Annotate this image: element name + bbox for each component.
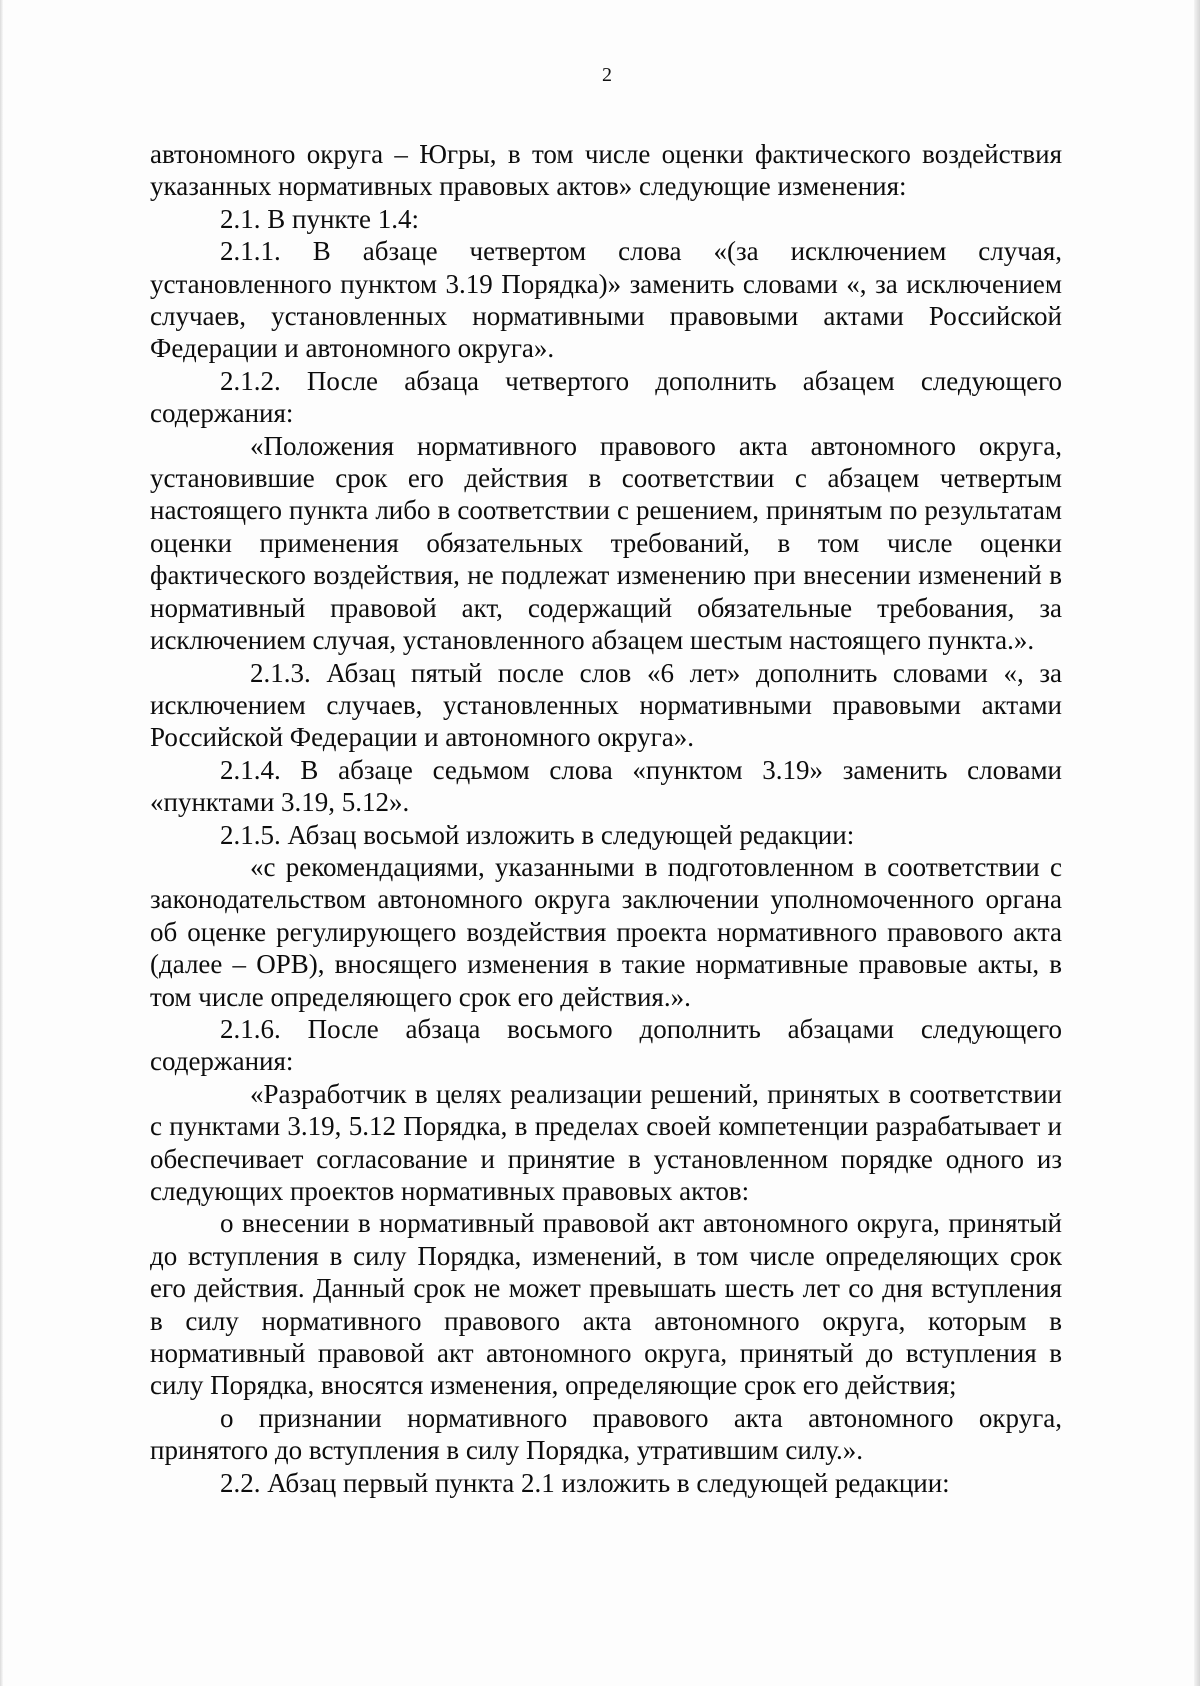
paragraph-quote-developer: «Разработчик в целях реализации решений, принятых в соответствии с пунктами 3.19, 5.12 Порядка, в пределах своей компетенции разрабатывает и обеспечивает согласование и принятие в установленном порядке одного из следующих проектов нормативных правовых актов: (150, 1078, 1062, 1206)
paragraph-amendment-option: о внесении в нормативный правовой акт автономного округа, принятый до вступления в силу Порядка, изменений, в том числе определяющих срок его действия. Данный срок не может превышать шесть лет со дня вступления в силу нормативного правового акта автономного округа, которым в нормативный правовой акт автономного округа, принятый до вступления в силу Порядка, вносятся изменения, определяющие срок его действия; (150, 1208, 1062, 1401)
paragraph-repeal-option: о признании нормативного правового акта автономного округа, принятого до вступления в силу Порядка, утратившим силу.». (150, 1402, 1062, 1466)
paragraph-2-1-6: 2.1.6. После абзаца восьмого дополнить абзацами следующего содержания: (150, 1013, 1062, 1077)
paragraph-2-2: 2.2. Абзац первый пункта 2.1 изложить в следующей редакции: (220, 1467, 950, 1498)
scan-edge-right (1194, 0, 1200, 1686)
paragraph-2-1-5: 2.1.5. Абзац восьмой изложить в следующей редакции: (220, 819, 855, 850)
paragraph-quote-provisions: «Положения нормативного правового акта автономного округа, установившие срок его действия в соответствии с абзацем четвертым настоящего пункта либо в соответствии с решением, принятым по результатам оценки применения обязательных требований, в том числе оценки фактического воздействия, не подлежат изменению при внесении изменений в нормативный правовой акт, содержащий обязательные требования, за исключением случая, установленного абзацем шестым настоящего пункта.». (150, 430, 1062, 656)
paragraph-2-1-1: 2.1.1. В абзаце четвертом слова «(за исключением случая, установленного пунктом 3.19 Порядка)» заменить словами «, за исключением случаев, установленных нормативными правовыми актами Российской Федерации и автономного округа». (150, 236, 1062, 364)
document-body (150, 138, 1062, 1499)
paragraph-2-1-3: 2.1.3. Абзац пятый после слов «6 лет» дополнить словами «, за исключением случаев, установленных нормативными правовыми актами Российской Федерации и автономного округа». (150, 657, 1062, 753)
paragraph-quote-recommendations: «с рекомендациями, указанными в подготовленном в соответствии с законодательством автономного округа заключении уполномоченного органа об оценке регулирующего воздействия проекта нормативного правового акта (далее – ОРВ), вносящего изменения в такие нормативные правовые акты, в том числе определяющего срок его действия.». (150, 851, 1062, 1012)
paragraph-2-1-4: 2.1.4. В абзаце седьмом слова «пунктом 3.19» заменить словами «пунктами 3.19, 5.12». (150, 754, 1062, 818)
paragraph-2-1: 2.1. В пункте 1.4: (220, 203, 419, 234)
page-number: 2 (602, 64, 612, 86)
paragraph-2-1-2: 2.1.2. После абзаца четвертого дополнить абзацем следующего содержания: (150, 365, 1062, 429)
paragraph-continuation: автономного округа – Югры, в том числе оценки фактического воздействия указанных нормативных правовых актов» следующие изменения: (150, 139, 1062, 202)
scan-edge-left (0, 0, 3, 1686)
